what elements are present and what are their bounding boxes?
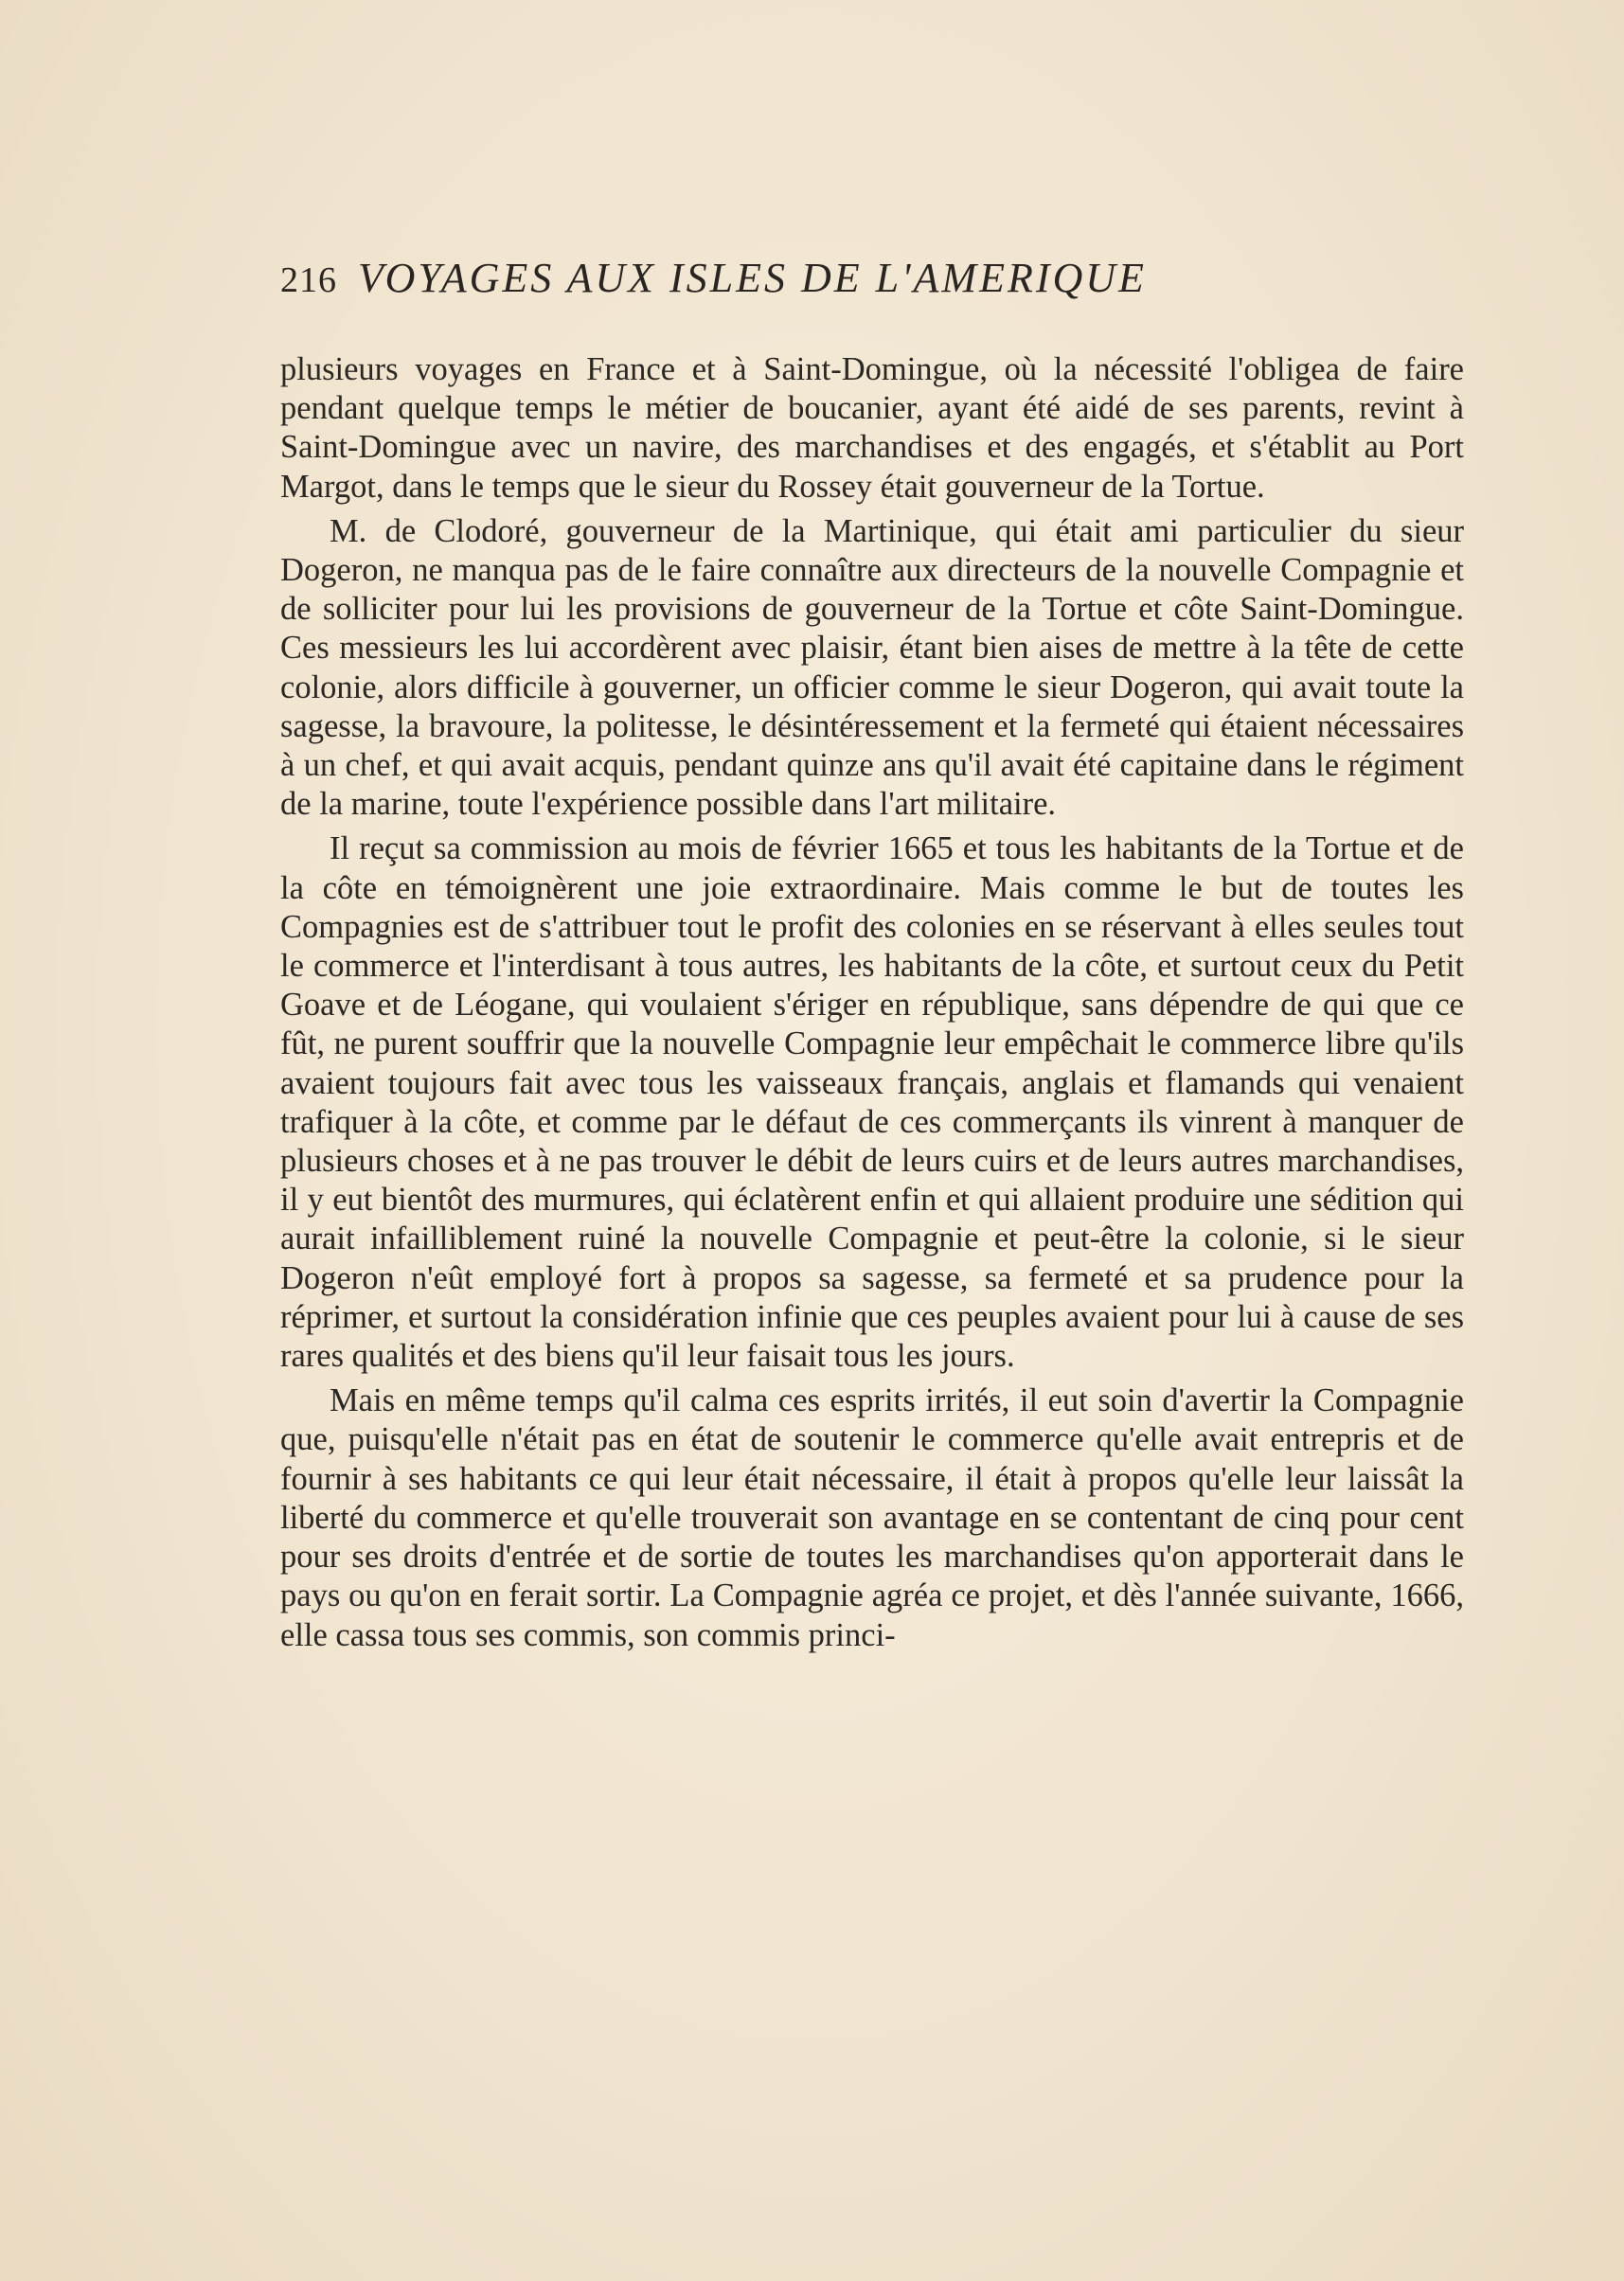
body-text	[280, 350, 1464, 1661]
page-number: 216	[280, 260, 337, 300]
paragraph-4: Mais en même temps qu'il calma ces esprits irrités, il eut soin d'avertir la Compagnie que, puisqu'elle n'était pas en état de soutenir le commerce qu'elle avait entrepris et de fournir à ses habitants ce qui leur était nécessaire, il était à propos qu'elle leur laissât la liberté du commerce et qu'elle trouverait son avantage en se contentant de cinq pour cent pour ses droits d'entrée et de sortie de toutes les marchandises qu'on apporterait dans le pays ou qu'on en ferait sortir. La Compagnie agréa ce projet, et dès l'année suivante, 1666, elle cassa tous ses commis, son commis princi-	[280, 1382, 1464, 1653]
paragraph-1: plusieurs voyages en France et à Saint-Domingue, où la nécessité l'obligea de faire pendant quelque temps le métier de boucanier, ayant été aidé de ses parents, revint à Saint-Domingue avec un navire, des marchandises et des engagés, et s'établit au Port Margot, dans le temps que le sieur du Rossey était gouverneur de la Tortue.	[280, 351, 1464, 505]
running-title: VOYAGES AUX ISLES DE L'AMERIQUE	[358, 255, 1147, 301]
paragraph-2: M. de Clodoré, gouverneur de la Martinique, qui était ami particulier du sieur Dogeron, ne manqua pas de le faire connaître aux directeurs de la nouvelle Compagnie et de solliciter pour lui les provisions de gouverneur de la Tortue et côte Saint-Domingue. Ces messieurs les lui accordèrent avec plaisir, étant bien aises de mettre à la tête de cette colonie, alors difficile à gouverner, un officier comme le sieur Dogeron, qui avait toute la sagesse, la bravoure, la politesse, le désintéressement et la fermeté qui étaient nécessaires à un chef, et qui avait acquis, pendant quinze ans qu'il avait été capitaine dans le régiment de la marine, toute l'expérience possible dans l'art militaire.	[280, 512, 1464, 823]
page-header	[280, 254, 1369, 311]
paragraph-3: Il reçut sa commission au mois de février 1665 et tous les habitants de la Tortue et de la côte en témoignèrent une joie extraordinaire. Mais comme le but de toutes les Compagnies est de s'attribuer tout le profit des colonies en se réservant à elles seules tout le commerce et l'interdisant à tous autres, les habitants de la côte, et surtout ceux du Petit Goave et de Léogane, qui voulaient s'ériger en république, sans dépendre de qui que ce fût, ne purent souffrir que la nouvelle Compagnie leur empêchait le commerce libre qu'ils avaient toujours fait avec tous les vaisseaux français, anglais et flamands qui venaient trafiquer à la côte, et comme par le défaut de ces commerçants ils vinrent à manquer de plusieurs choses et à ne pas trouver le débit de leurs cuirs et de leurs autres marchandises, il y eut bientôt des murmures, qui éclatèrent enfin et qui allaient produire une sédition qui aurait infailliblement ruiné la nouvelle Compagnie et peut-être la colonie, si le sieur Dogeron n'eût employé fort à propos sa sagesse, sa fermeté et sa prudence pour la réprimer, et surtout la considération infinie que ces peuples avaient pour lui à cause de ses rares qualités et des biens qu'il leur faisait tous les jours.	[280, 830, 1464, 1375]
